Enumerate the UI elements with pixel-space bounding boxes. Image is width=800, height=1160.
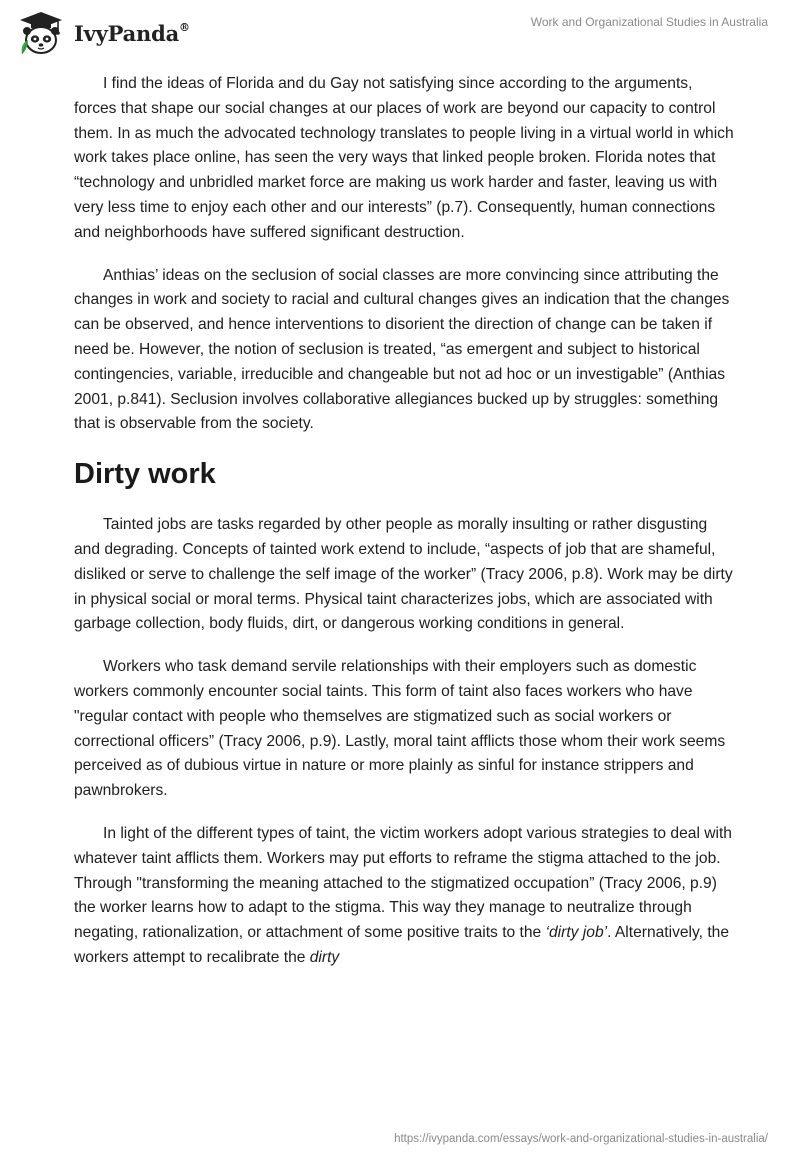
- panda-graduate-icon: [16, 10, 66, 56]
- source-url-link[interactable]: https://ivypanda.com/essays/work-and-organizational-studies-in-australia/: [394, 1133, 768, 1145]
- italic-phrase: ‘dirty job’: [545, 924, 608, 942]
- brand-name: IvyPanda®: [74, 20, 190, 46]
- italic-word: dirty: [309, 948, 340, 966]
- paragraph: In light of the different types of taint, the victim workers adopt various strategies to deal with whatever taint afflicts them. Workers may put efforts to reframe the stigma attached to the job. Through "transforming the meaning attached to the stigmatized occupation” (Tracy 2006, p.9) the worker learns how to adapt to the stigma. This way they manage to neutralize through negating, rationalization, or attachment of some positive traits to the ‘dirty job’. Alternatively, the workers attempt to recalibrate the dirty: [74, 824, 732, 966]
- ivypanda-logo[interactable]: [16, 10, 190, 56]
- paragraph: Workers who task demand servile relationships with their employers such as domestic workers commonly encounter social taints. This form of taint also faces workers who have "regular contact with people who themselves are stigmatized such as social workers or correctional officers” (Tracy 2006, p.9). Lastly, moral taint afflicts those whom their work seems perceived as of dubious virtue in nature or more plainly as sinful for instance strippers and pawnbrokers.: [74, 658, 726, 800]
- paragraph: Anthias’ ideas on the seclusion of social classes are more convincing since attributing the changes in work and society to racial and cultural changes gives an indication that the changes can be observed, and hence interventions to disorient the direction of change can be taken if need be. However, the notion of seclusion is treated, “as emergent and subject to historical contingencies, variable, irreducible and changeable but not ad hoc or un investigable” (Anthias 2001, p.841). Seclusion involves collaborative allegiances bucked up by struggles: something that is observable from the society.: [74, 266, 730, 433]
- paragraph: Tainted jobs are tasks regarded by other people as morally insulting or rather disgusting and degrading. Concepts of tainted work extend to include, “aspects of job that are shameful, disliked or serve to challenge the self image of the worker” (Tracy 2006, p.8). Work may be dirty in physical social or moral terms. Physical taint characterizes jobs, which are associated with garbage collection, body fluids, dirt, or dangerous working conditions in general.: [74, 516, 733, 633]
- document-title: Work and Organizational Studies in Australia: [530, 15, 768, 29]
- page-header: [0, 0, 800, 62]
- paragraph: I find the ideas of Florida and du Gay not satisfying since according to the arguments, forces that shape our social changes at our places of work are beyond our capacity to control them. In as much the advocated technology translates to people living in a virtual world in which work takes place online, has seen the very ways that linked people broken. Florida notes that “technology and unbridled market force are making us work harder and faster, leaving us with very less time to enjoy each other and our interests” (p.7). Consequently, human connections and neighborhoods have suffered significant destruction.: [74, 75, 734, 241]
- section-heading: Dirty work: [74, 458, 216, 491]
- essay-body: [74, 72, 734, 989]
